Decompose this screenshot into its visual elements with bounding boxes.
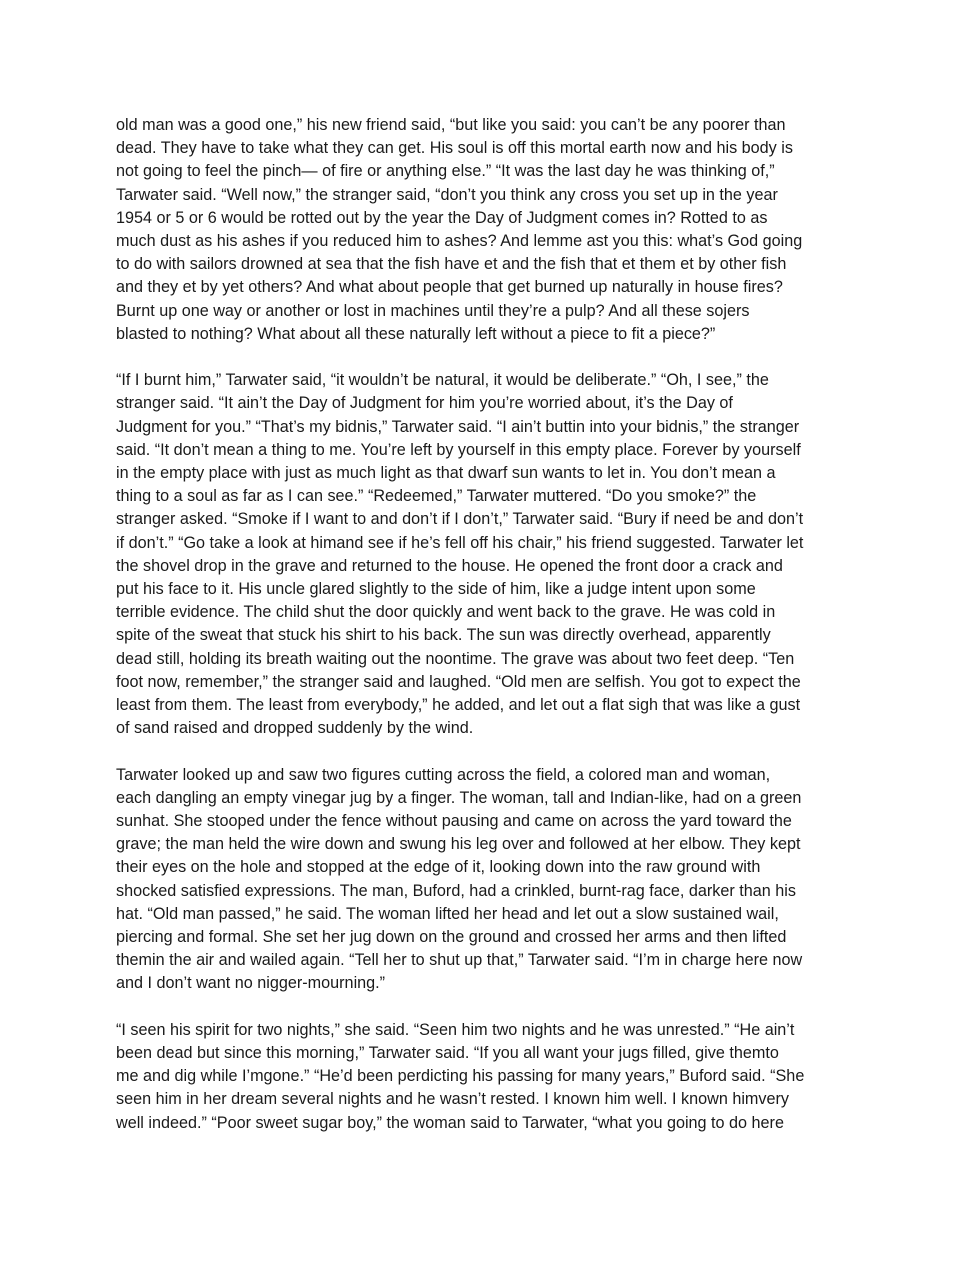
text-line: of sand raised and dropped suddenly by the wind. [116,719,474,738]
text-line: been dead but since this morning,” Tarwater said. “If you all want your jugs filled, give themto [116,1044,779,1063]
text-line: if don’t.” “Go take a look at himand see if he’s fell off his chair,” his friend suggested. Tarwater let [116,533,804,552]
text-line: put his face to it. His uncle glared slightly to the side of him, like a judge intent upon some [116,580,756,599]
text-line: spite of the sweat that stuck his shirt to his back. The sun was directly overhead, apparently [116,626,771,645]
text-line: sunhat. She stooped under the fence without pausing and came on across the yard toward the [116,812,792,831]
text-line: much dust as his ashes if you reduced him to ashes? And lemme ast you this: what’s God going [116,232,803,251]
text-line: well indeed.” “Poor sweet sugar boy,” the woman said to Tarwater, “what you going to do here [116,1113,784,1132]
text-line: and they et by yet others? And what about people that get burned up naturally in house fires? [116,278,783,297]
text-line: each dangling an empty vinegar jug by a finger. The woman, tall and Indian-like, had on a green [116,788,802,807]
text-line: seen him in her dream several nights and he wasn’t rested. I known him well. I known himvery [116,1090,789,1109]
text-line: grave; the man held the wire down and swung his leg over and followed at her elbow. They kept [116,835,801,854]
text-line: dead. They have to take what they can get. His soul is off this mortal earth now and his body is [116,139,793,158]
text-line: me and dig while I’mgone.” “He’d been perdicting his passing for many years,” Buford said. “She [116,1067,805,1086]
text-line: in the empty place with just as much light as that dwarf sun wants to let in. You don’t mean a [116,464,776,483]
text-line: hat. “Old man passed,” he said. The woman lifted her head and let out a slow sustained wail, [116,904,779,923]
text-line: Judgment for you.” “That’s my bidnis,” Tarwater said. “I ain’t buttin into your bidnis,” the stranger [116,417,800,436]
text-line: shocked satisfied expressions. The man, Buford, had a crinkled, burnt-rag face, darker than his [116,881,796,900]
text-line: “If I burnt him,” Tarwater said, “it wouldn’t be natural, it would be deliberate.” “Oh, I see,” the [116,371,769,390]
text-line: 1954 or 5 or 6 would be rotted out by the year the Day of Judgment comes in? Rotted to as [116,208,768,227]
text-line: old man was a good one,” his new friend said, “but like you said: you can’t be any poorer than [116,116,786,134]
paragraph-1 [116,114,866,346]
text-line: stranger said. “It ain’t the Day of Judgment for him you’re worried about, it’s the Day of [116,394,733,413]
document-page [116,114,866,1158]
text-line: themin the air and wailed again. “Tell her to shut up that,” Tarwater said. “I’m in charge here now [116,951,803,970]
text-line: “I seen his spirit for two nights,” she said. “Seen him two nights and he was unrested.” “He ain’t [116,1020,795,1039]
text-line: stranger asked. “Smoke if I want to and don’t if I don’t,” Tarwater said. “Bury if need be and don’t [116,510,804,529]
text-line: to do with sailors drowned at sea that the fish have et and the fish that et them et by other fish [116,255,787,274]
paragraph-4 [116,1019,866,1135]
text-line: the shovel drop in the grave and returned to the house. He opened the front door a crack and [116,556,783,575]
text-line: their eyes on the hole and stopped at the edge of it, looking down into the raw ground with [116,858,761,877]
text-line: dead still, holding its breath waiting out the noontime. The grave was about two feet deep. “Ten [116,649,795,668]
text-line: foot now, remember,” the stranger said and laughed. “Old men are selfish. You got to expect the [116,672,801,691]
text-line: terrible evidence. The child shut the door quickly and went back to the grave. He was cold in [116,603,776,622]
paragraph-3 [116,764,866,996]
text-line: thing to a soul as far as I can see.” “Redeemed,” Tarwater muttered. “Do you smoke?” the [116,487,757,506]
text-line: Tarwater looked up and saw two figures cutting across the field, a colored man and woman, [116,765,771,784]
text-line: said. “It don’t mean a thing to me. You’re left by yourself in this empty place. Forever by yourself [116,440,801,459]
text-line: blasted to nothing? What about all these naturally left without a piece to fit a piece?” [116,324,716,343]
text-line: not going to feel the pinch— of fire or anything else.” “It was the last day he was thinking of,” [116,162,775,181]
text-line: piercing and formal. She set her jug down on the ground and crossed her arms and then lifted [116,928,787,947]
paragraph-2 [116,369,866,740]
text-line: and I don’t want no nigger-mourning.” [116,974,386,993]
text-line: Burnt up one way or another or lost in machines until they’re a pulp? And all these sojers [116,301,750,320]
text-line: least from them. The least from everybody,” he added, and let out a flat sigh that was like a gust [116,696,801,715]
text-line: Tarwater said. “Well now,” the stranger said, “don’t you think any cross you set up in the year [116,185,778,204]
